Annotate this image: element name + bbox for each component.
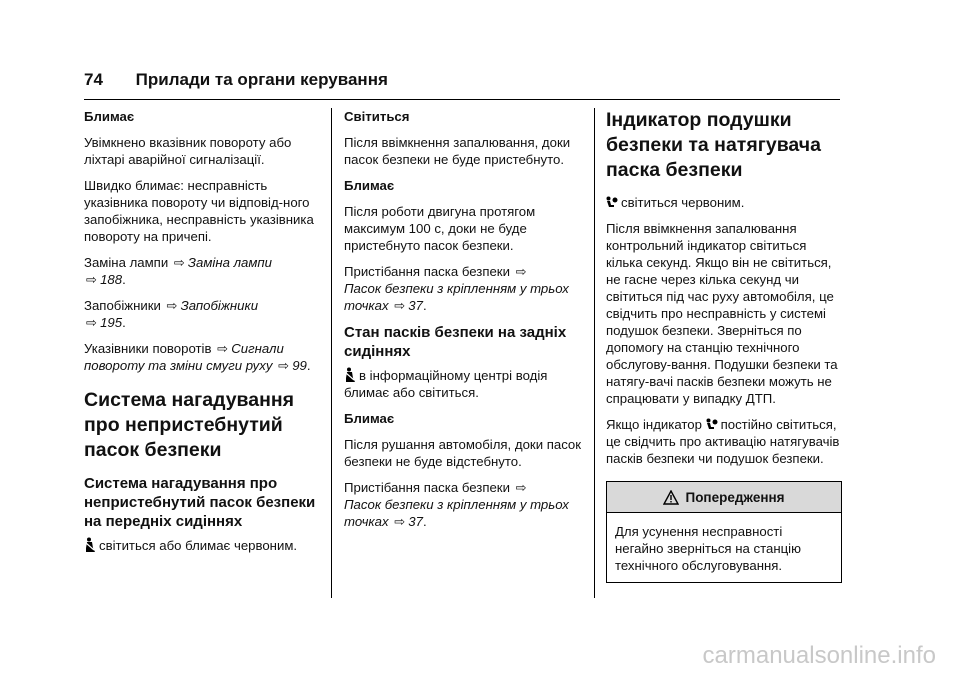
page-title: Прилади та органи керування — [135, 70, 388, 89]
lit-heading: Світиться — [344, 109, 410, 124]
cross-reference-arrow-icon: ⇨ — [86, 315, 98, 330]
cross-reference-arrow-icon: ⇨ — [278, 358, 290, 373]
paragraph: Після рушання автомобіля, доки пасок безпеки не буде відстебнуто. — [344, 437, 582, 469]
paragraph: світиться або блимає червоним. — [84, 537, 318, 554]
reference-link[interactable]: Сигнали повороту та зміни смуги руху — [84, 341, 284, 373]
fasten-reference: Пристібання паска безпеки ⇨ Пасок безпеки з кріпленням у трьох точках ⇨ 37. — [344, 264, 569, 313]
airbag-icon — [606, 196, 618, 210]
warning-triangle-icon — [663, 490, 679, 505]
subsection-title: Система нагадування про непристебнутий пасок безпеки на передніх сидіннях — [84, 475, 316, 530]
fasten-reference: Пристібання паска безпеки ⇨ Пасок безпеки з кріпленням у трьох точках ⇨ 37. — [344, 480, 569, 529]
watermark: carmanualsonline.info — [702, 642, 936, 669]
cross-reference-arrow-icon: ⇨ — [394, 514, 406, 529]
section-title: Система нагадування про непристебнутий пасок безпеки — [84, 389, 295, 461]
warning-title: Попередження — [685, 490, 785, 505]
warning-text: Для усунення несправності негайно зверніться на станцію технічного обслуговування. — [615, 524, 801, 573]
blink-heading: Блимає — [84, 109, 135, 124]
column-2 — [344, 108, 584, 539]
page-header — [84, 70, 388, 90]
column-divider — [594, 108, 595, 598]
page-reference[interactable]: 37 — [408, 298, 423, 313]
fuse-reference: Запобіжники ⇨ Запобіжники ⇨ 195. — [84, 298, 259, 330]
paragraph: Якщо індикатор постійно світиться, це свідчить про активацію натягувачів пасків безпеки чи подушок безпеки. — [606, 417, 840, 466]
reference-link[interactable]: Пасок безпеки з кріпленням у трьох точках — [344, 281, 569, 313]
cross-reference-arrow-icon: ⇨ — [515, 264, 527, 279]
page-reference[interactable]: 99 — [292, 358, 307, 373]
warning-header — [607, 482, 841, 513]
seatbelt-icon — [84, 537, 96, 553]
blink-heading: Блимає — [344, 178, 395, 193]
paragraph: Увімкнено вказівник повороту або ліхтарі аварійної сигналізації. — [84, 135, 292, 167]
page-reference[interactable]: 188 — [100, 272, 123, 287]
reference-link[interactable]: Заміна лампи — [187, 255, 272, 270]
page-reference[interactable]: 37 — [408, 514, 423, 529]
paragraph: Швидко блимає: несправність указівника повороту чи відповід-ного запобіжника, несправність указівника повороту на причепі. — [84, 178, 314, 244]
page-reference[interactable]: 195 — [100, 315, 123, 330]
header-rule — [84, 99, 840, 100]
page-number: 74 — [84, 70, 103, 89]
column-3 — [606, 108, 842, 583]
paragraph: Після роботи двигуна протягом максимум 100 с, доки не буде пристебнуто пасок безпеки. — [344, 204, 536, 253]
cross-reference-arrow-icon: ⇨ — [173, 255, 185, 270]
cross-reference-arrow-icon: ⇨ — [217, 341, 229, 356]
paragraph: світиться червоним. — [606, 194, 842, 211]
seatbelt-icon — [344, 367, 356, 383]
cross-reference-arrow-icon: ⇨ — [166, 298, 178, 313]
lamp-reference: Заміна лампи ⇨ Заміна лампи ⇨ 188. — [84, 255, 272, 287]
signals-reference: Указівники поворотів ⇨ Сигнали повороту та зміни смуги руху ⇨ 99. — [84, 341, 311, 373]
airbag-icon — [706, 418, 718, 432]
column-1 — [84, 108, 318, 563]
section-title: Індикатор подушки безпеки та натягувача паска безпеки — [606, 109, 821, 181]
cross-reference-arrow-icon: ⇨ — [394, 298, 406, 313]
reference-link[interactable]: Пасок безпеки з кріпленням у трьох точках — [344, 497, 569, 529]
warning-box — [606, 481, 842, 583]
cross-reference-arrow-icon: ⇨ — [515, 480, 527, 495]
column-divider — [331, 108, 332, 598]
paragraph: Після ввімкнення запалювання контрольний індикатор світиться кілька секунд. Якщо він не світиться, не гасне через кілька секунд чи світиться під час руху автомобіля, це свідчить про несправність у системі подушок безпеки. Зверніться по допомогу на станцію технічного обслугову-вання. Подушки безпеки та натягу-вачі пасків безпеки можуть не спрацювати у випадку ДТП. — [606, 221, 838, 406]
blink-heading: Блимає — [344, 411, 395, 426]
paragraph: в інформаційному центрі водія блимає або світиться. — [344, 368, 548, 400]
reference-link[interactable]: Запобіжники — [180, 298, 259, 313]
paragraph: Після ввімкнення запалювання, доки пасок безпеки не буде пристебнуто. — [344, 135, 571, 167]
rear-seatbelt-title: Стан пасків безпеки на задніх сидіннях — [344, 324, 567, 360]
cross-reference-arrow-icon: ⇨ — [86, 272, 98, 287]
